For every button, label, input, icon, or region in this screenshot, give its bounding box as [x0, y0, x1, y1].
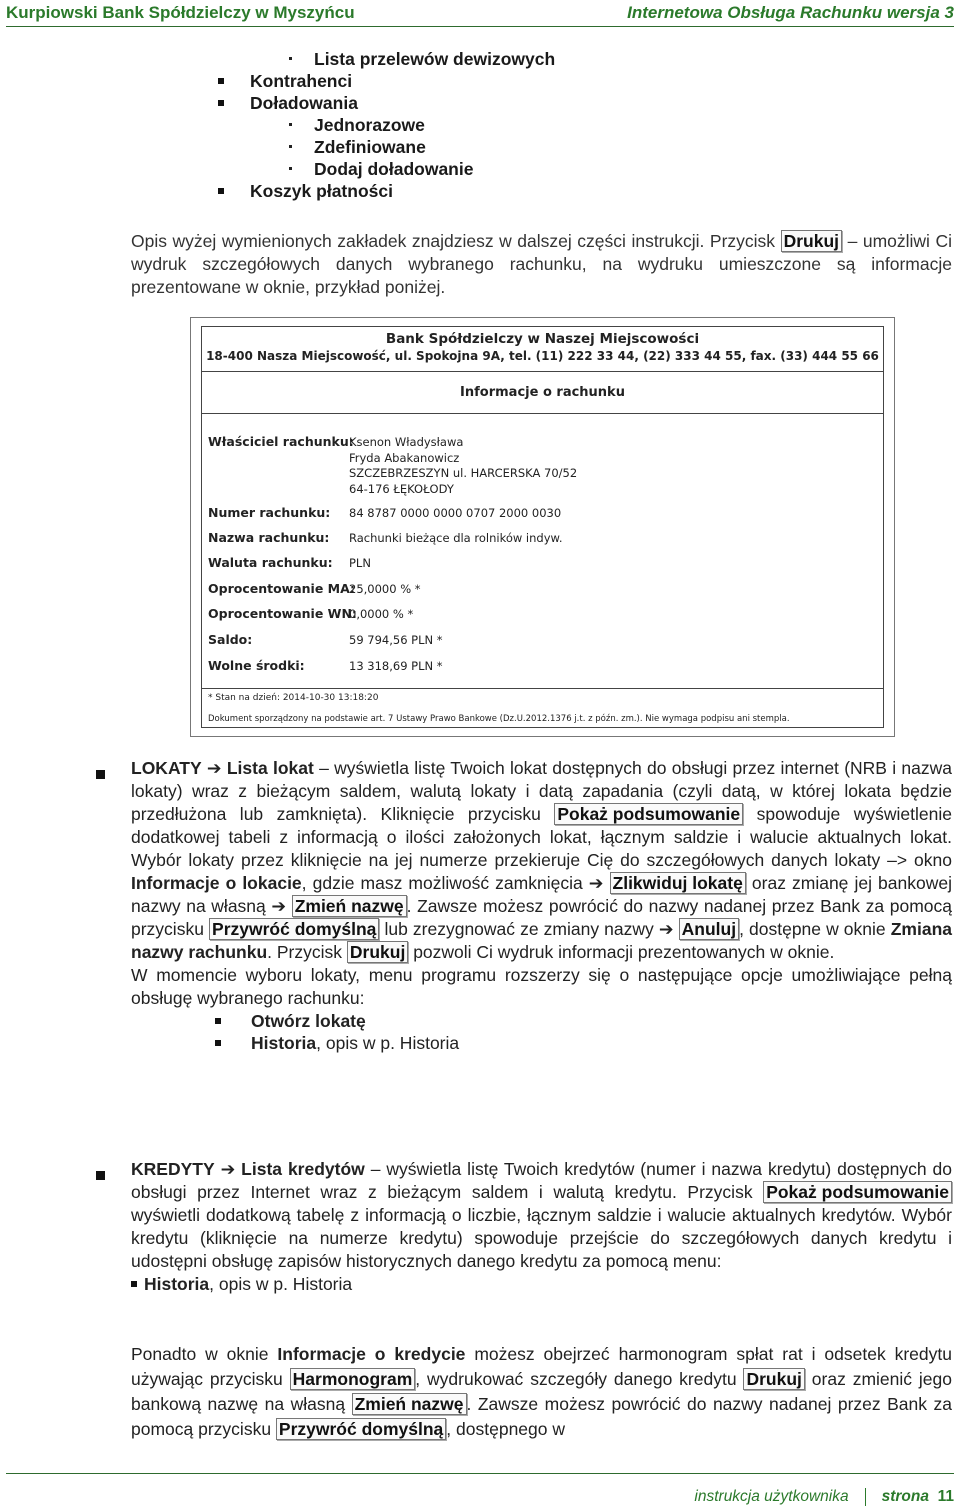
rename-button-reference: Zmień nazwę: [292, 895, 407, 917]
printout-row-label: Nazwa rachunku:: [208, 530, 330, 545]
restore-default-button-reference: Przywróć domyślną: [276, 1418, 446, 1440]
list-item: [0, 180, 555, 202]
lokaty-section: LOKATY ➔ Lista lokat – wyświetla listę Twoich lokat dostępnych do obsługi przez internet (NRB i nazwa lokaty) wraz z bieżącym saldem, walutą lokaty i datą zapadania (czyli datą, w której lokata będzie przedłużona lub zamknięta). Kliknięcie przycisku Pokaż podsumowanie spowoduje wyświetlenie dodatkowej tabeli z informacją o ilości założonych lokat, łącznym saldzie i walucie aktualnych lokat. Wybór lokaty przez kliknięcie na jej numerze przekieruje Cię do szczegółowych danych lokaty –> okno Informacje o lokacie, gdzie masz możliwość zamknięcia ➔ Zlikwiduj lokatę oraz zmianę jej bankowej nazwy na własną ➔ Zmień nazwę . Zawsze możesz powrócić do nazwy nadanej przez Bank za pomocą przycisku Przywróć domyślną lub zrezygnować ze zmiany nazwy ➔ Anuluj , dostępne w oknie Zmiana nazwy rachunku. Przycisk Drukuj pozwoli Ci wydruk informacji prezentowanych w oknie. W momencie wyboru lokaty, menu programu rozszerzy się o następujące opcje umożliwiające pełną obsługę wybranego rachunku: Otwórz lokatę Historia, opis w p. Historia: [131, 758, 953, 1053]
bullet-square-icon: [218, 78, 224, 84]
printout-row-label: Oprocentowanie MA:: [208, 581, 356, 596]
restore-default-button-reference: Przywróć domyślną: [209, 918, 379, 940]
print-button-reference: Drukuj: [781, 230, 842, 252]
printout-row-value: PLN: [349, 556, 371, 570]
printout-legal-note: Dokument sporządzony na podstawie art. 7 Ustawy Prawo Bankowe (Dz.U.2012.1376 j.t. z późn. zm.). Nie wymaga podpisu ani stempla.: [208, 714, 790, 724]
bullet-square-icon: [218, 188, 224, 194]
printout-row-label: Numer rachunku:: [208, 505, 331, 520]
liquidate-deposit-button-reference: Zlikwiduj lokatę: [610, 872, 746, 894]
bullet-dot-icon: [289, 123, 292, 126]
arrow-right-icon: ➔: [658, 919, 674, 939]
footer-doc-label: instrukcja użytkownika: [694, 1488, 849, 1506]
list-item-label: Jednorazowe: [314, 115, 425, 135]
menu-list: [0, 48, 555, 202]
page-footer: [6, 1473, 954, 1504]
list-item: Otwórz lokatę: [131, 1010, 952, 1032]
printout-address: 18-400 Nasza Miejscowość, ul. Spokojna 9A, tel. (11) 222 33 44, (22) 333 44 55, fax. (33) 444 55 66: [206, 349, 879, 363]
bullet-square-icon: [215, 1040, 221, 1046]
list-item-label: Koszyk płatności: [250, 181, 393, 201]
footer-page-label: strona: [881, 1488, 929, 1506]
print-button-reference: Drukuj: [743, 1368, 804, 1390]
printout-row-label: Wolne środki:: [208, 658, 305, 673]
list-item: [0, 114, 555, 136]
show-summary-button-reference: Pokaż podsumowanie: [554, 803, 743, 825]
list-item: [0, 158, 555, 180]
arrow-right-icon: ➔: [206, 758, 222, 778]
bullet-dot-icon: [289, 167, 292, 170]
show-summary-button-reference: Pokaż podsumowanie: [763, 1181, 952, 1203]
list-item-label: Kontrahenci: [250, 71, 353, 91]
printout-row-value: 84 8787 0000 0000 0707 2000 0030: [349, 506, 562, 520]
printout-row-label: Waluta rachunku:: [208, 555, 333, 570]
printout-footnote: * Stan na dzień: 2014-10-30 13:18:20: [208, 693, 379, 703]
intro-paragraph: Opis wyżej wymienionych zakładek znajdziesz w dalszej części instrukcji. Przycisk Drukuj – umożliwi Ci wydruk szczegółowych danych wybranego rachunku, na wydruku umieszczone są informacje prezentowane w oknie, przykład poniżej.: [131, 231, 952, 297]
lokaty-bullet-icon: [96, 763, 105, 784]
bullet-square-icon: [131, 1281, 137, 1287]
kredyty-details-paragraph: Ponadto w oknie Informacje o kredycie możesz obejrzeć harmonogram spłat rat i odsetek kredytu używając przycisku Harmonogram , wydrukować szczegóły danego kredytu Drukuj oraz zmienić jego bankową nazwę na własną Zmień nazwę . Zawsze możesz powrócić do nazwy nadanej przez Bank za pomocą przycisku Przywróć domyślną , dostępnego w: [131, 1344, 952, 1439]
printout-title: Informacje o rachunku: [460, 385, 625, 400]
bullet-dot-icon: [289, 57, 292, 60]
kredyty-section: KREDYTY ➔ Lista kredytów – wyświetla listę Twoich kredytów (numer i nazwa kredytu) dostępnych do obsługi przez Internet wraz z bieżącym saldem i walutą kredytu. Przycisk Pokaż podsumowanie wyświetli dodatkową tabelę z informacją o liczbie, łącznym saldzie i walucie aktualnych kredytów. Wybór kredytu (kliknięcie na numerze kredytu) spowoduje przejście do szczegółowych danych kredytu i udostępni obsługę zapisów historycznych danego kredytu za pomocą menu: Historia, opis w p. Historia: [131, 1159, 952, 1294]
kredyty-bullet-icon: [96, 1164, 105, 1185]
printout-row-value: 59 794,56 PLN *: [349, 633, 443, 647]
page-header: [6, 2, 954, 27]
arrow-right-icon: ➔: [588, 873, 604, 893]
printout-row-value: 13 318,69 PLN *: [349, 659, 443, 673]
bullet-dot-icon: [289, 145, 292, 148]
list-item-label: Lista przelewów dewizowych: [314, 49, 556, 69]
printout-row-value: 0,0000 % *: [349, 607, 414, 621]
bullet-square-icon: [215, 1018, 221, 1024]
schedule-button-reference: Harmonogram: [290, 1368, 416, 1390]
print-button-reference: Drukuj: [347, 941, 408, 963]
printout-row-label: Oprocentowanie WN:: [208, 606, 357, 621]
list-item: [0, 136, 555, 158]
list-item: [0, 48, 555, 70]
header-doc-title: Internetowa Obsługa Rachunku wersja 3: [627, 3, 954, 22]
printout-owner-value: Ksenon Władysława Fryda Abakanowicz SZCZEBRZESZYN ul. HARCERSKA 70/52 64-176 ŁĘKOŁODY: [349, 435, 578, 496]
header-bank-name: Kurpiowski Bank Spółdzielczy w Myszyńcu: [6, 3, 355, 22]
printout-row-value: 25,0000 % *: [349, 582, 421, 596]
arrow-right-icon: ➔: [271, 896, 287, 916]
list-item-label: Dodaj doładowanie: [314, 159, 474, 179]
printout-row-value: Rachunki bieżące dla rolników indyw.: [349, 531, 563, 545]
account-printout-image: [190, 317, 895, 737]
list-item-label: Doładowania: [250, 93, 358, 113]
footer-page-number: 11: [937, 1488, 954, 1506]
list-item: Historia, opis w p. Historia: [131, 1032, 952, 1054]
bullet-square-icon: [218, 100, 224, 106]
printout-bank-name: Bank Spółdzielczy w Naszej Miejscowości: [385, 331, 700, 347]
list-item: [0, 70, 555, 92]
printout-row-label: Saldo:: [208, 632, 253, 647]
cancel-button-reference: Anuluj: [679, 918, 739, 940]
list-item: [0, 92, 555, 114]
list-item: Historia, opis w p. Historia: [131, 1273, 952, 1295]
arrow-right-icon: ➔: [220, 1159, 236, 1179]
printout-owner-label: Właściciel rachunku:: [208, 434, 354, 449]
list-item-label: Zdefiniowane: [314, 137, 426, 157]
rename-button-reference: Zmień nazwę: [352, 1393, 467, 1415]
